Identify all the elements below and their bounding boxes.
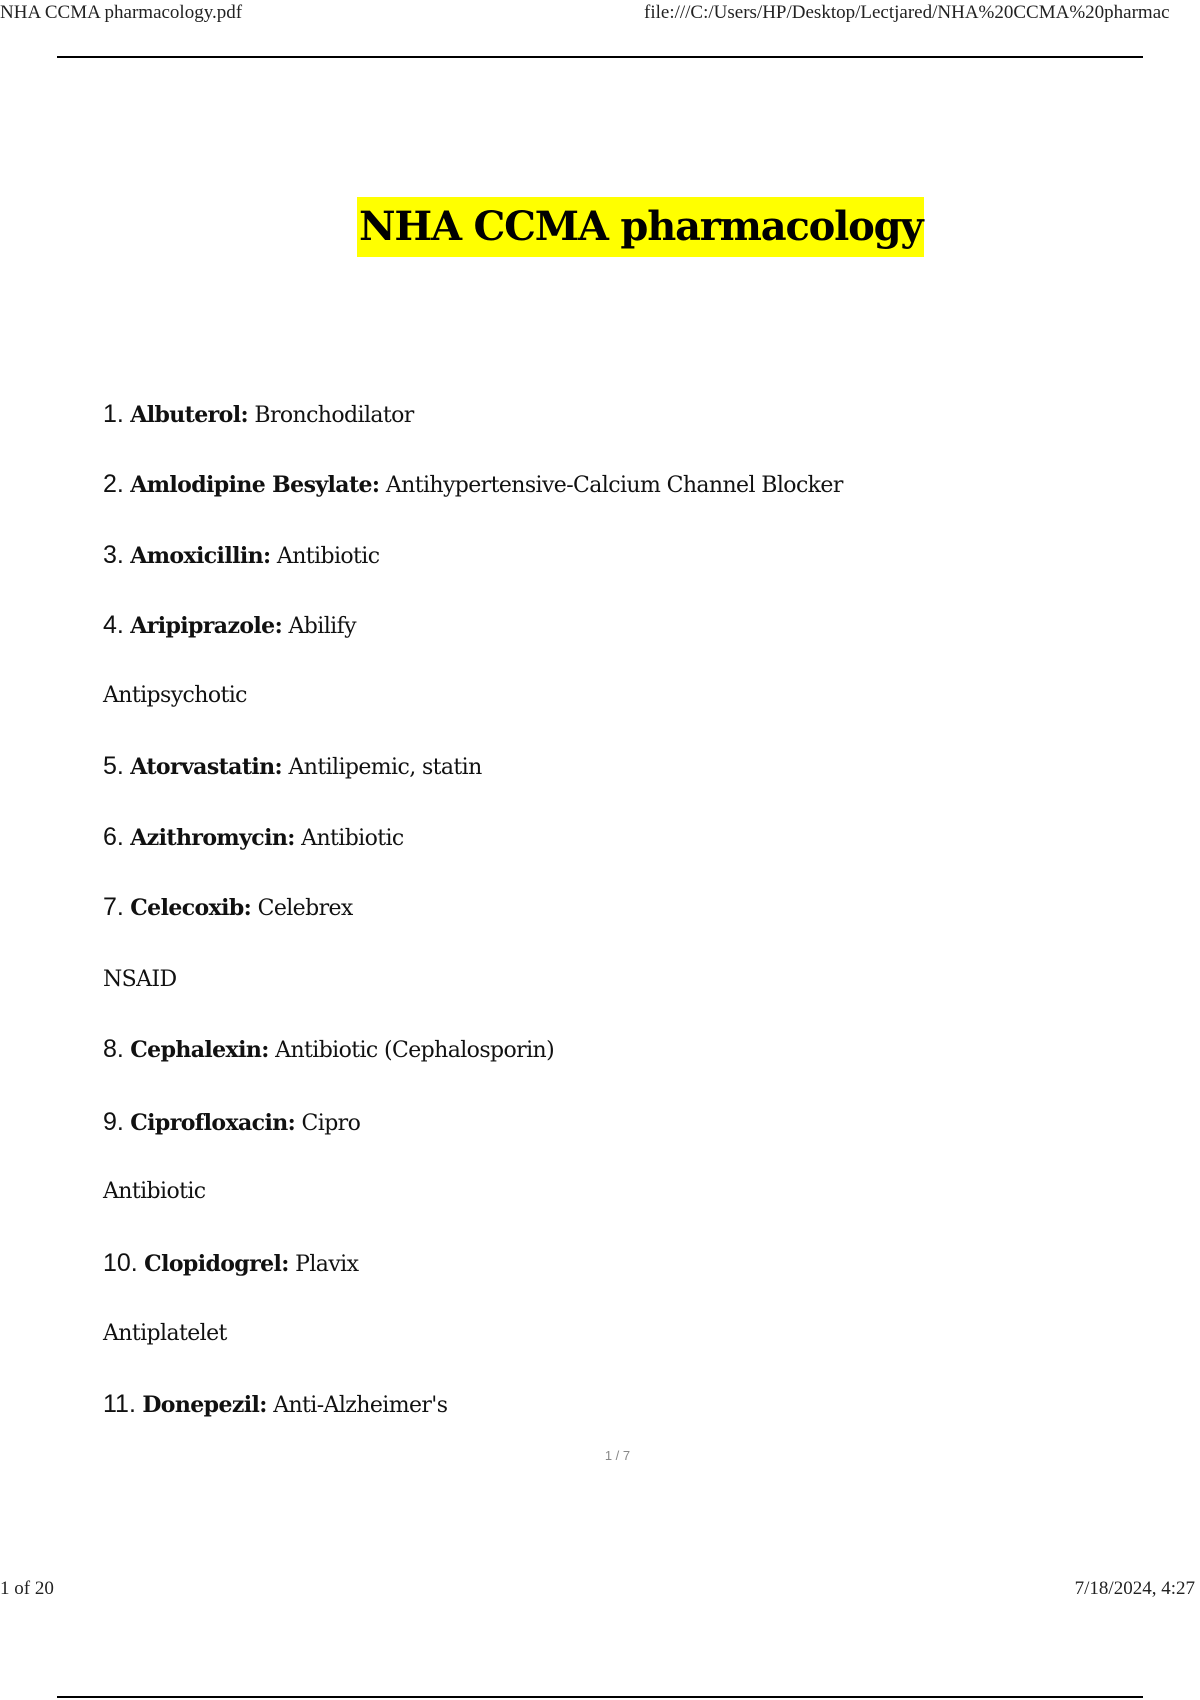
drug-description: Antibiotic	[301, 826, 404, 851]
drug-description: Bronchodilator	[254, 403, 414, 428]
drug-name: Amoxicillin:	[130, 543, 271, 569]
drug-description: Antihypertensive-Calcium Channel Blocker	[385, 473, 843, 498]
list-item	[103, 822, 404, 854]
list-item	[103, 1389, 447, 1421]
drug-description: Antibiotic	[276, 544, 380, 569]
list-item	[103, 751, 482, 783]
drug-name: Azithromycin:	[130, 825, 295, 851]
item-number: 9.	[103, 1108, 124, 1136]
continuation-text: Antiplatelet	[103, 1321, 227, 1346]
drug-name: Albuterol:	[130, 402, 248, 428]
drug-name: Atorvastatin:	[130, 754, 283, 780]
print-header-filename: NHA CCMA pharmacology.pdf	[0, 2, 243, 23]
item-number: 1.	[103, 400, 124, 428]
list-item	[103, 399, 414, 431]
print-header-url: file:///C:/Users/HP/Desktop/Lectjared/NHA%20CCMA%20pharmac	[644, 2, 1170, 23]
print-footer-page-count: 1 of 20	[0, 1578, 54, 1599]
drug-description: Anti-Alzheimer's	[273, 1393, 448, 1418]
drug-description: Abilify	[288, 614, 356, 639]
item-number: 7.	[103, 893, 124, 921]
drug-description: Plavix	[295, 1252, 359, 1277]
item-number: 2.	[103, 470, 124, 498]
list-item	[103, 1107, 360, 1139]
list-item	[103, 1034, 554, 1066]
drug-name: Celecoxib:	[130, 895, 252, 921]
drug-name: Clopidogrel:	[144, 1251, 289, 1277]
item-number: 8.	[103, 1035, 124, 1063]
continuation-text: NSAID	[103, 967, 177, 992]
item-number: 3.	[103, 541, 124, 569]
document-title: NHA CCMA pharmacology	[357, 197, 924, 257]
item-number: 10.	[103, 1249, 138, 1277]
item-number: 6.	[103, 823, 124, 851]
continuation-text: Antipsychotic	[103, 683, 247, 708]
list-item	[103, 610, 356, 642]
header-rule	[57, 56, 1143, 58]
drug-name: Aripiprazole:	[130, 613, 283, 639]
item-number: 11.	[103, 1390, 136, 1418]
item-number: 4.	[103, 611, 124, 639]
item-number: 5.	[103, 752, 124, 780]
drug-description: Celebrex	[257, 896, 353, 921]
continuation-text: Antibiotic	[103, 1179, 206, 1204]
drug-description: Cipro	[301, 1111, 361, 1136]
drug-description: Antibiotic (Cephalosporin)	[275, 1038, 555, 1063]
drug-name: Amlodipine Besylate:	[130, 472, 380, 498]
list-item	[103, 1248, 358, 1280]
list-item	[103, 892, 353, 924]
list-item	[103, 469, 843, 501]
drug-name: Cephalexin:	[130, 1037, 269, 1063]
drug-name: Donepezil:	[142, 1392, 267, 1418]
drug-name: Ciprofloxacin:	[130, 1110, 296, 1136]
list-item	[103, 540, 379, 572]
drug-description: Antilipemic, statin	[288, 755, 482, 780]
print-footer-datetime: 7/18/2024, 4:27	[1074, 1578, 1195, 1599]
footer-rule	[57, 1696, 1143, 1698]
page-indicator: 1 / 7	[604, 1448, 631, 1463]
